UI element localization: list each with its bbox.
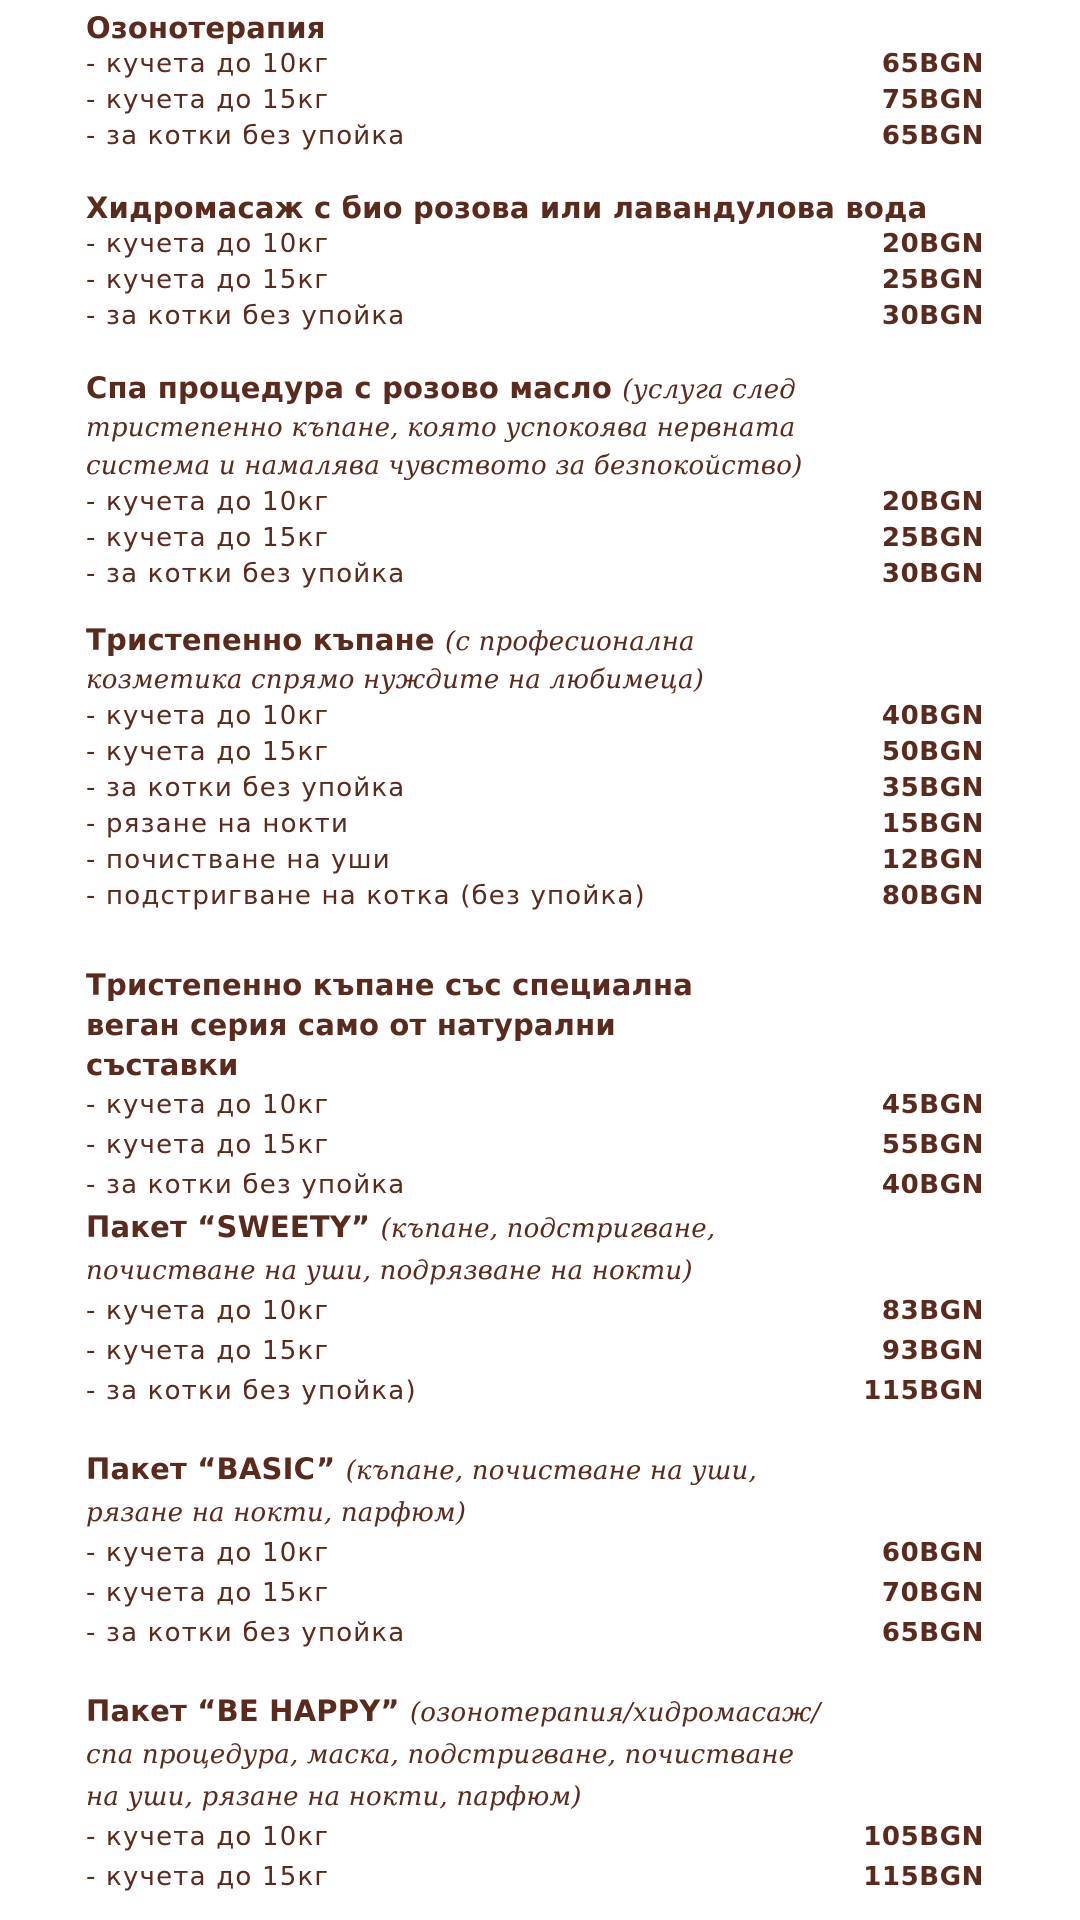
row-label: - за котки без упойка [86, 773, 406, 803]
row-label: - кучета до 15кг [86, 737, 330, 767]
price-row [86, 1817, 986, 1857]
price-row [86, 878, 986, 914]
section-title: Хидромасаж с био розова или лавандулова вода [86, 191, 928, 225]
row-label: - за котки без упойка) [86, 1376, 417, 1406]
price-row [86, 770, 986, 806]
section-title: Пакет “SWEETY” (къпане, подстригване, почистване на уши, подрязване на нокти) [86, 1210, 716, 1286]
price-row [86, 1125, 986, 1165]
price-row [86, 1613, 986, 1653]
section-note: (къпане, подстригване, почистване на уши, подрязване на нокти) [86, 1214, 716, 1286]
price-row [86, 46, 986, 82]
row-label: - кучета до 10кг [86, 1538, 330, 1568]
row-label: - за котки без упойка [86, 1170, 406, 1200]
row-label: - за котки без упойка [86, 121, 406, 151]
price-row [86, 1533, 986, 1573]
price-row [86, 1165, 986, 1205]
row-price: 55BGN [881, 1130, 984, 1160]
section-title: Озонотерапия [86, 11, 326, 45]
price-row [86, 118, 986, 154]
row-price: 20BGN [881, 487, 984, 517]
row-price: 40BGN [881, 1170, 984, 1200]
row-label: - почистване на уши [86, 845, 391, 875]
price-row [86, 262, 986, 298]
section-note: (с професионална козметика спрямо нуждите на любимеца) [86, 627, 705, 695]
row-price: 30BGN [881, 301, 984, 331]
row-label: - кучета до 10кг [86, 1090, 330, 1120]
row-price: 25BGN [881, 523, 984, 553]
section-vegan-bath [86, 965, 986, 1205]
row-price: 20BGN [881, 229, 984, 259]
price-row [86, 1857, 986, 1897]
row-price: 35BGN [881, 773, 984, 803]
section-note: (къпане, почистване на уши, рязане на нокти, парфюм) [86, 1456, 757, 1528]
price-row [86, 556, 986, 592]
section-three-step-bath [86, 622, 986, 914]
row-price: 115BGN [863, 1376, 984, 1406]
price-row [86, 806, 986, 842]
section-title: Спа процедура с розово масло (услуга след тристепенно къпане, която успокоява нервната система и намалява чувството за безпокойство) [86, 371, 803, 481]
price-row [86, 842, 986, 878]
section-note: (озонотерапия/хидромасаж/спа процедура, маска, подстригване, почистване на уши, рязане на нокти, парфюм) [86, 1698, 821, 1812]
section-spa-procedure [86, 370, 986, 592]
row-price: 115BGN [863, 1862, 984, 1892]
row-price: 65BGN [881, 121, 984, 151]
row-price: 25BGN [881, 265, 984, 295]
price-row [86, 1291, 986, 1331]
price-row [86, 698, 986, 734]
price-row [86, 520, 986, 556]
row-label: - кучета до 15кг [86, 1862, 330, 1892]
row-label: - кучета до 15кг [86, 265, 330, 295]
row-label: - за котки без упойка [86, 559, 406, 589]
price-row [86, 1085, 986, 1125]
price-row [86, 734, 986, 770]
row-price: 80BGN [881, 881, 984, 911]
row-label: - кучета до 15кг [86, 1130, 330, 1160]
row-label: - за котки без упойка [86, 301, 406, 331]
row-price: 40BGN [881, 701, 984, 731]
section-ozonotherapy [86, 10, 986, 154]
row-price: 15BGN [881, 809, 984, 839]
price-row [86, 1573, 986, 1613]
section-title: Тристепенно къпане със специална веган серия само от натурални съставки [86, 968, 694, 1082]
section-package-basic [86, 1449, 986, 1653]
row-price: 65BGN [881, 1618, 984, 1648]
row-label: - кучета до 10кг [86, 229, 330, 259]
section-title: Тристепенно къпане (с професионална козметика спрямо нуждите на любимеца) [86, 623, 705, 695]
row-label: - кучета до 15кг [86, 523, 330, 553]
price-row [86, 226, 986, 262]
row-label: - кучета до 10кг [86, 487, 330, 517]
price-row [86, 298, 986, 334]
row-price: 93BGN [881, 1336, 984, 1366]
row-price: 50BGN [881, 737, 984, 767]
row-price: 60BGN [881, 1538, 984, 1568]
section-package-be-happy [86, 1691, 986, 1897]
row-price: 30BGN [881, 559, 984, 589]
row-price: 75BGN [881, 85, 984, 115]
price-row [86, 1331, 986, 1371]
section-title: Пакет “BASIC” (къпане, почистване на уши, рязане на нокти, парфюм) [86, 1452, 757, 1528]
section-package-sweety [86, 1207, 986, 1411]
row-price: 12BGN [881, 845, 984, 875]
row-label: - рязане на нокти [86, 809, 350, 839]
row-label: - кучета до 10кг [86, 49, 330, 79]
section-note: (услуга след тристепенно къпане, която успокоява нервната система и намалява чувството за безпокойство) [86, 375, 803, 481]
row-price: 105BGN [863, 1822, 984, 1852]
row-label: - за котки без упойка [86, 1618, 406, 1648]
price-row [86, 484, 986, 520]
row-label: - кучета до 15кг [86, 85, 330, 115]
price-row [86, 1371, 986, 1411]
row-price: 83BGN [881, 1296, 984, 1326]
row-label: - кучета до 15кг [86, 1336, 330, 1366]
row-price: 45BGN [881, 1090, 984, 1120]
row-label: - кучета до 10кг [86, 1822, 330, 1852]
row-label: - кучета до 10кг [86, 701, 330, 731]
section-hydromassage [86, 190, 986, 334]
price-row [86, 82, 986, 118]
section-title: Пакет “BE HAPPY” (озонотерапия/хидромасаж/спа процедура, маска, подстригване, почистване на уши, рязане на нокти, парфюм) [86, 1694, 821, 1812]
row-price: 70BGN [881, 1578, 984, 1608]
row-label: - кучета до 15кг [86, 1578, 330, 1608]
row-label: - подстригване на котка (без упойка) [86, 881, 646, 911]
row-label: - кучета до 10кг [86, 1296, 330, 1326]
row-price: 65BGN [881, 49, 984, 79]
